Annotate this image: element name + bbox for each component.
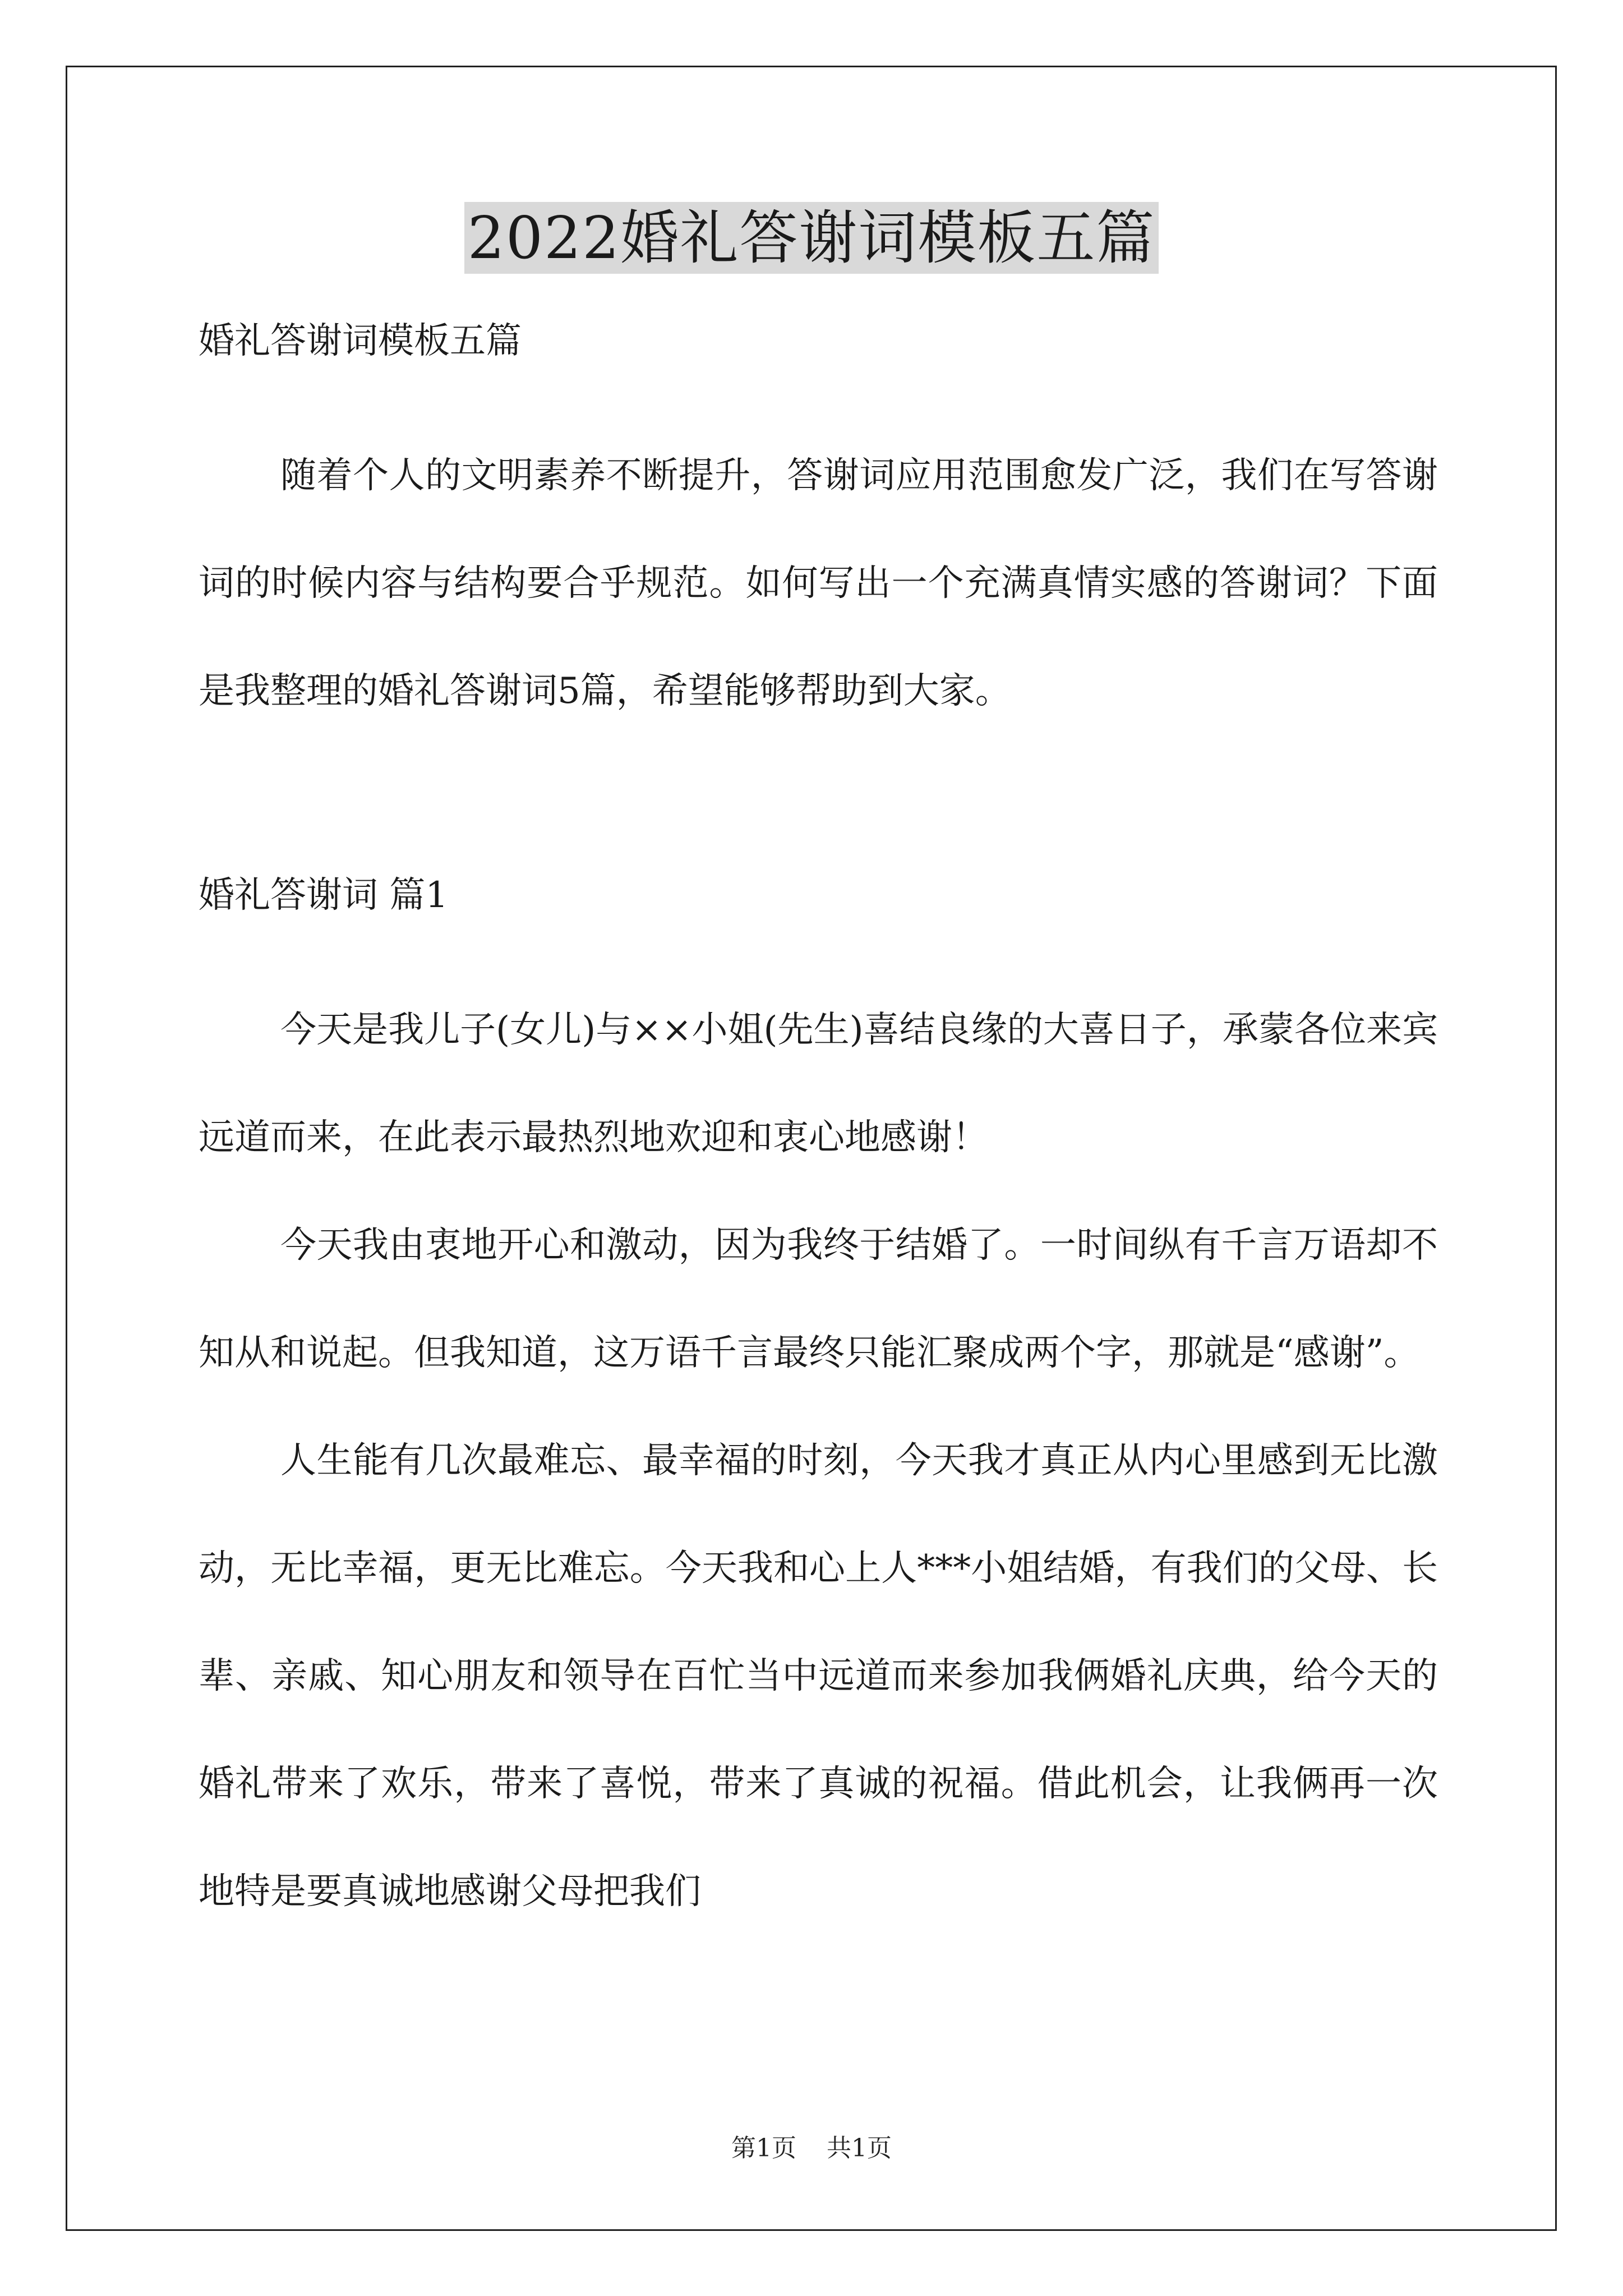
section-heading: 婚礼答谢词 篇1	[199, 875, 449, 916]
page-title: 2022婚礼答谢词模板五篇	[464, 202, 1159, 274]
spacer	[199, 368, 1438, 422]
body-paragraph: 今天是我儿子(女儿)与××小姐(先生)喜结良缘的大喜日子，承蒙各位来宾远道而来，在此表示最热烈地欢迎和衷心地感谢！	[199, 1009, 1438, 1158]
title-container	[0, 202, 1623, 274]
body-paragraph: 人生能有几次最难忘、最幸福的时刻，今天我才真正从内心里感到无比激动，无比幸福，更无比难忘。今天我和心上人***小姐结婚，有我们的父母、长辈、亲戚、知心朋友和领导在百忙当中远道而来参加我俩婚礼庆典，给今天的婚礼带来了欢乐，带来了喜悦，带来了真诚的祝福。借此机会，让我俩再一次地特是要真诚地感谢父母把我们	[199, 1440, 1438, 1912]
page-footer	[0, 2132, 1623, 2165]
page-number-total: 共1页	[827, 2134, 892, 2162]
document-body	[199, 314, 1438, 1945]
page-number-current: 第1页	[731, 2134, 796, 2162]
intro-paragraph: 随着个人的文明素养不断提升，答谢词应用范围愈发广泛，我们在写答谢词的时候内容与结构要合乎规范。如何写出一个充满真情实感的答谢词？下面是我整理的婚礼答谢词5篇，希望能够帮助到大家。	[199, 455, 1438, 712]
spacer	[199, 745, 1438, 868]
spacer	[199, 922, 1438, 976]
document-subtitle: 婚礼答谢词模板五篇	[199, 320, 522, 362]
body-paragraph: 今天我由衷地开心和激动，因为我终于结婚了。一时间纵有千言万语却不知从和说起。但我知道，这万语千言最终只能汇聚成两个字，那就是“感谢”。	[199, 1225, 1438, 1374]
